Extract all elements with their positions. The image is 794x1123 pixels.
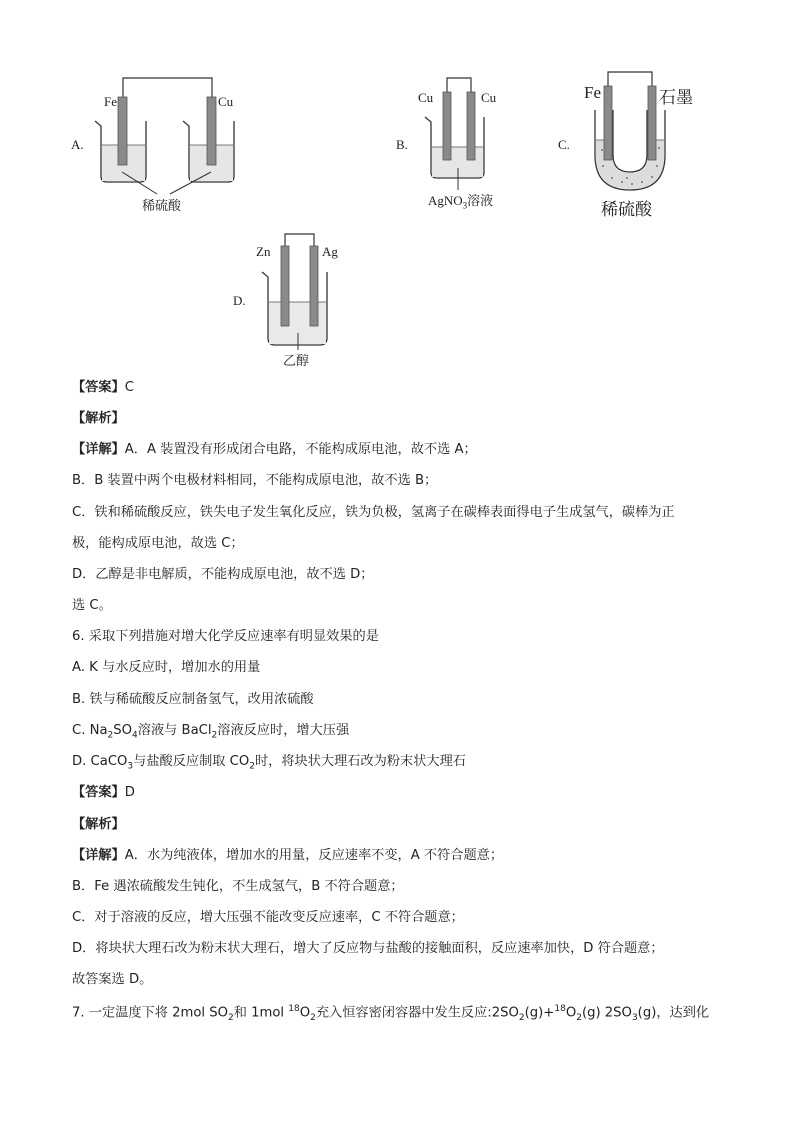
- detail-line: D．将块状大理石改为粉末状大理石，增大了反应物与盐酸的接触面积，反应速率加快，D 符合题意；: [72, 941, 664, 956]
- detail-line: B．Fe 遇浓硫酸发生钝化，不生成氢气，B 不符合题意；: [72, 879, 404, 894]
- conclusion-line: 故答案选 D。: [72, 972, 153, 987]
- option-b-label: B.: [396, 137, 408, 152]
- detail-line: D．乙醇是非电解质，不能构成原电池，故不选 D；: [72, 567, 374, 582]
- electrode-label-zn: Zn: [256, 244, 271, 259]
- electrode-label-graphite: 石墨: [659, 88, 693, 107]
- option-c-label: C.: [558, 137, 570, 152]
- analysis-heading: 【解析】: [72, 411, 125, 426]
- option-a: A. K 与水反应时，增加水的用量: [72, 660, 261, 675]
- detail-line: C．对于溶液的反应，增大压强不能改变反应速率，C 不符合题意；: [72, 910, 464, 925]
- option-a-label: A.: [71, 137, 84, 152]
- detail-text: A．A 装置没有形成闭合电路，不能构成原电池，故不选 A；: [124, 442, 477, 457]
- answer-line: [72, 786, 135, 799]
- detail-tag: 【详解】: [72, 848, 125, 863]
- electrode-label-cu-right: Cu: [481, 90, 497, 105]
- solution-label: AgNO$_3$溶液: [428, 193, 494, 211]
- detail-line: C．铁和稀硫酸反应，铁失电子发生氧化反应，铁为负极，氢离子在碳棒表面得电子生成氢气，碳棒为正: [72, 505, 675, 520]
- conclusion-line: 选 C。: [72, 598, 112, 613]
- analysis-heading: 【解析】: [72, 817, 125, 832]
- option-b: B. 铁与稀硫酸反应制备氢气，改用浓硫酸: [72, 692, 314, 707]
- detail-line: [72, 443, 477, 456]
- electrode-label-fe: Fe: [104, 94, 117, 109]
- answer-value: D: [124, 785, 135, 800]
- option-d: D. CaCO$_3$与盐酸反应制取 $CO_2$时，将块状大理石改为粉末状大理石: [72, 754, 466, 772]
- answer-value: C: [124, 380, 134, 395]
- detail-line: B．B 装置中两个电极材料相同，不能构成原电池，故不选 B；: [72, 473, 438, 488]
- solution-label: 乙醇: [283, 353, 310, 368]
- answer-tag: 【答案】: [72, 380, 125, 395]
- detail-line: [72, 849, 503, 862]
- electrode-label-cu-left: Cu: [418, 90, 434, 105]
- detail-text: A．水为纯液体，增加水的用量，反应速率不变，A 不符合题意；: [124, 848, 504, 863]
- question-stem: 7. 一定温度下将 2mol $SO_2$和 1mol $^{18}O_2$充入恒容密闭容器中发生反应$:2SO_2(g)+^{18}O_2(g)$ $2SO_3(g)$，达到化: [72, 1004, 710, 1024]
- electrode-label-ag: Ag: [322, 244, 338, 259]
- answer-tag: 【答案】: [72, 785, 125, 800]
- option-c: C. $Na_2SO_4$溶液与 BaCl$_2$溶液反应时，增大压强: [72, 723, 350, 741]
- detail-line: 极，能构成原电池，故选 C；: [72, 536, 244, 551]
- electrode-label-fe: Fe: [584, 83, 601, 102]
- solution-label: 稀硫酸: [142, 198, 182, 213]
- answer-line: [72, 381, 134, 394]
- solution-label: 稀硫酸: [601, 200, 652, 219]
- electrode-label-cu: Cu: [218, 94, 234, 109]
- question-stem: 6. 采取下列措施对增大化学反应速率有明显效果的是: [72, 629, 379, 644]
- detail-tag: 【详解】: [72, 442, 125, 457]
- option-d-label: D.: [233, 293, 246, 308]
